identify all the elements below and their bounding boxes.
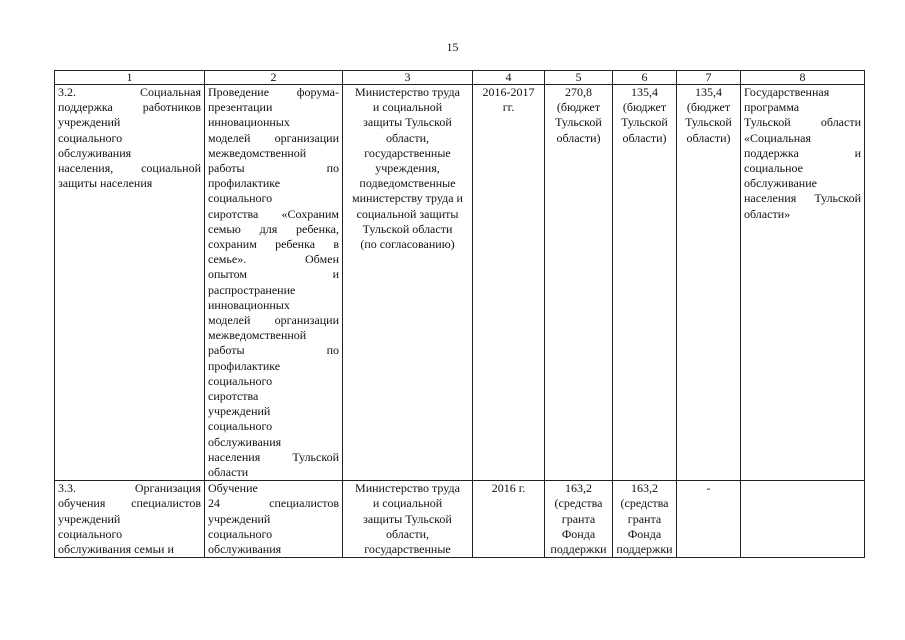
cell-line: Министерство труда [355,85,460,99]
cell-line: государственные [364,542,451,557]
cell-line: учреждений [58,115,121,130]
cell-line: обслуживания [58,145,132,160]
cell-line: сохраним ребенка в [208,237,339,252]
cell-line: семью для ребенка, [208,221,339,236]
cell-line: Тульской области [362,221,453,236]
measure-content [205,85,343,481]
cell-line: учреждений [208,404,271,419]
cell-line: социального [208,526,273,541]
cell-line: обслуживания [208,434,282,449]
page-number: 15 [446,40,459,54]
table-row [55,85,865,481]
cell-line: семье». Обмен [208,252,339,267]
cell-line: 2016-2017 [482,85,535,99]
header-col-8: 8 [741,71,865,85]
cell-line: 163,2 [631,481,658,496]
cell-line: поддержка и [744,145,861,160]
cell-line: Фонда [561,526,596,541]
funding-total [545,85,613,481]
cell-line: 2016 г. [491,481,526,496]
cell-line: области) [686,130,731,145]
program-source [741,85,865,481]
measure-title [55,85,205,481]
cell-line: распространение [208,282,296,297]
cell-line: Обучение [208,481,258,496]
header-row [55,71,865,85]
cell-line: и социальной [372,100,443,115]
cell-line: 24 специалистов [208,496,339,511]
cell-line: межведомственной [208,145,307,160]
funding-year-2 [677,481,741,558]
cell-line: Тульской области [744,115,861,130]
cell-line: 135,4 [631,85,658,99]
cell-line: поддержки [616,542,673,557]
cell-line: обслуживания [208,542,282,557]
cell-line: гранта [627,511,662,526]
cell-line: обслуживание [744,176,817,191]
cell-line: работы по [208,343,339,358]
cell-line: гг. [502,100,515,115]
cell-line: презентации [208,100,273,115]
cell-line: обслуживания семьи и [58,542,174,557]
cell-line: инновационных [208,115,290,130]
cell-line: сиротства «Сохраним [208,206,339,221]
cell-line: защиты Тульской [363,511,452,526]
funding-year-1 [613,85,677,481]
measure-content [205,481,343,558]
cell-line: защиты Тульской [363,115,452,130]
funding-total [545,481,613,558]
header-col-6: 6 [613,71,677,85]
period [473,85,545,481]
cell-line: области) [622,130,667,145]
header-col-2: 2 [205,71,343,85]
header-col-1: 1 [55,71,205,85]
cell-line: межведомственной [208,328,307,343]
cell-line: Фонда [627,526,662,541]
cell-line: населения, социальной [58,161,201,176]
cell-line: (бюджет [686,100,731,115]
cell-line: поддержки [550,542,607,557]
cell-line: (средства [620,496,669,511]
cell-line: и социальной [372,496,443,511]
cell-line: защиты населения [58,176,153,191]
cell-line: (по согласованию) [360,237,455,252]
cell-line: 163,2 [565,481,592,496]
cell-line: населения Тульской [208,449,339,464]
cell-line: учреждений [58,511,121,526]
measures-table [54,70,865,558]
cell-line: моделей организации [208,130,339,145]
cell-line: области, [385,130,430,145]
cell-line: 3.3. Организация [58,481,201,496]
cell-line: социального [208,373,273,388]
cell-line: программа [744,100,800,115]
cell-line: социального [208,191,273,206]
cell-line: Тульской [621,115,668,130]
cell-line: области) [556,130,601,145]
measure-title [55,481,205,558]
cell-line: Государственная [744,85,830,99]
funding-year-2 [677,85,741,481]
cell-line: инновационных [208,297,290,312]
cell-line: Проведение форума- [208,85,339,99]
cell-line: обучения специалистов [58,496,201,511]
cell-line: государственные [364,145,451,160]
executor [343,481,473,558]
cell-line: работы по [208,161,339,176]
cell-line: (средства [554,496,603,511]
cell-line: 3.2. Социальная [58,85,201,99]
cell-line: подведомственные [359,176,456,191]
period [473,481,545,558]
executor [343,85,473,481]
cell-line: профилактике [208,176,281,191]
cell-line: населения Тульской [744,191,861,206]
cell-line: Тульской [555,115,602,130]
header-col-3: 3 [343,71,473,85]
cell-line: профилактике [208,358,281,373]
cell-line: социального [58,526,123,541]
cell-line: сиротства [208,389,259,404]
cell-line: социальной защиты [356,206,459,221]
funding-year-1 [613,481,677,558]
cell-line: - [706,481,711,496]
cell-line: области» [744,206,791,221]
cell-line: Тульской [685,115,732,130]
cell-line: моделей организации [208,313,339,328]
cell-line: Министерство труда [355,481,460,496]
cell-line: министерству труда и [352,191,463,206]
cell-line: 270,8 [565,85,592,99]
header-col-5: 5 [545,71,613,85]
cell-line: социальное [744,161,803,176]
table-row [55,481,865,558]
header-col-4: 4 [473,71,545,85]
cell-line: области, [385,526,430,541]
cell-line: социального [208,419,273,434]
cell-line: (бюджет [622,100,667,115]
cell-line: опытом и [208,267,339,282]
cell-line: «Социальная [744,130,812,145]
header-col-7: 7 [677,71,741,85]
cell-line: 135,4 [695,85,722,99]
cell-line: гранта [561,511,596,526]
cell-line: поддержка работников [58,100,201,115]
cell-line: (бюджет [556,100,601,115]
cell-line: учреждения, [375,161,440,176]
cell-line: социального [58,130,123,145]
cell-line: учреждений [208,511,271,526]
cell-line: области [208,465,249,480]
program-source [741,481,865,558]
